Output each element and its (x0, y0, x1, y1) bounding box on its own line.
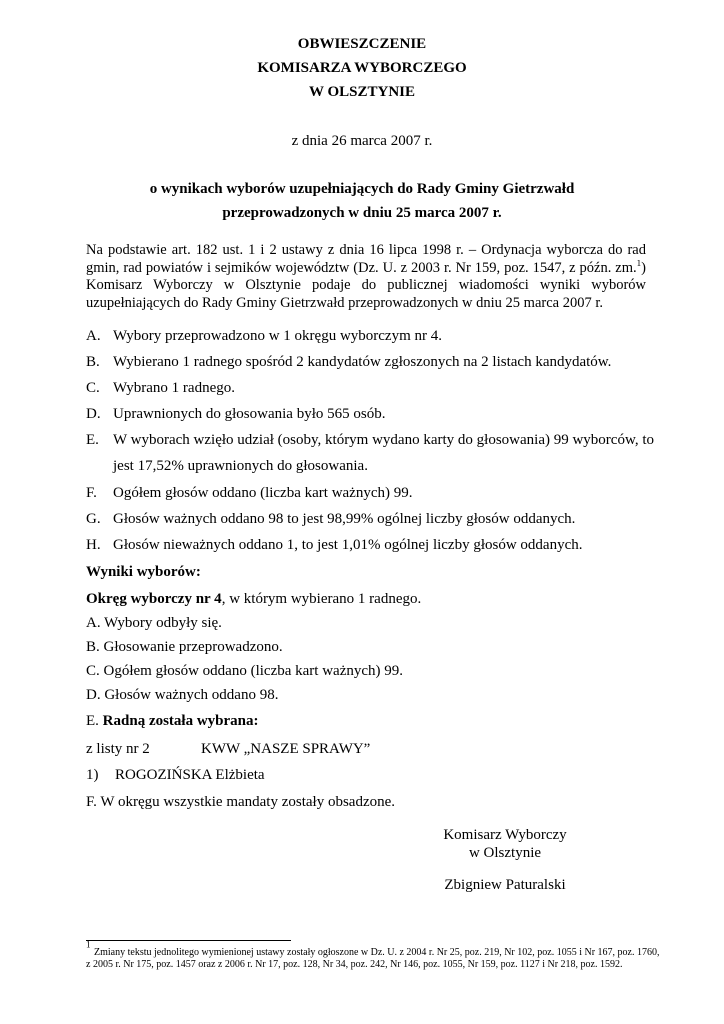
list-item-letter: F. (86, 485, 97, 501)
elected-name: ROGOZIŃSKA Elżbieta (115, 767, 265, 783)
list-item: W wyborach wzięło udział (osoby, którym wydano karty do głosowania) 99 wyborców, to (113, 432, 654, 448)
intro-text: gmin, rad powiatów i sejmików województw (Dz. U. z 2003 r. Nr 159, poz. 1547, z późn. zm. (86, 259, 637, 276)
results-heading: Wyniki wyborów: (86, 564, 201, 580)
footnote-mark: 1 (86, 939, 91, 950)
result-a: A. Wybory odbyły się. (86, 615, 222, 631)
title-line-2: KOMISARZA WYBORCZEGO (257, 60, 467, 76)
list-number: z listy nr 2 (86, 741, 150, 757)
list-item-letter: G. (86, 511, 101, 527)
intro-line: uzupełniających do Rady Gminy Gietrzwałd przeprowadzonych w dniu 25 marca 2007 r. (86, 294, 604, 311)
notice-date: z dnia 26 marca 2007 r. (291, 133, 433, 149)
list-item-letter: C. (86, 380, 100, 396)
list-item-letter: B. (86, 354, 100, 370)
title-line-1: OBWIESZCZENIE (297, 36, 427, 52)
list-item: Głosów ważnych oddano 98 to jest 98,99% ogólnej liczby głosów oddanych. (113, 511, 576, 527)
signature-name: Zbigniew Paturalski (444, 877, 566, 893)
list-item-letter: A. (86, 328, 101, 344)
footnote-line-2: z 2005 r. Nr 175, poz. 1457 oraz z 2006 r. Nr 17, poz. 128, Nr 34, poz. 242, Nr 146, poz. 1055, Nr 159, poz. 1127 i Nr 218, poz. 1592. (86, 959, 623, 970)
intro-text: ) (641, 259, 646, 276)
elected-number: 1) (86, 767, 99, 783)
signature-title: Komisarz Wyborczy (443, 827, 567, 843)
list-item: Wybierano 1 radnego spośród 2 kandydatów zgłoszonych na 2 listach kandydatów. (113, 354, 612, 370)
list-item: Głosów nieważnych oddano 1, to jest 1,01% ogólnej liczby głosów oddanych. (113, 537, 583, 553)
title-line-3: W OLSZTYNIE (308, 84, 415, 100)
list-item-letter: D. (86, 406, 101, 422)
list-committee-name: KWW „NASZE SPRAWY” (201, 741, 371, 757)
list-item-letter: E. (86, 432, 99, 448)
result-f: F. W okręgu wszystkie mandaty zostały obsadzone. (86, 794, 396, 810)
result-d: D. Głosów ważnych oddano 98. (86, 687, 279, 703)
list-item: Ogółem głosów oddano (liczba kart ważnych) 99. (113, 485, 413, 501)
subject-line-1: o wynikach wyborów uzupełniających do Rady Gminy Gietrzwałd (149, 181, 575, 197)
district-line (86, 590, 421, 608)
district-text: , w którym wybierano 1 radnego. (221, 591, 422, 607)
footnote-divider (86, 940, 291, 941)
list-item-letter: H. (86, 537, 101, 553)
result-e-prefix: E. (86, 713, 103, 729)
result-c: C. Ogółem głosów oddano (liczba kart ważnych) 99. (86, 663, 403, 679)
subject-line-2: przeprowadzonych w dniu 25 marca 2007 r. (222, 205, 502, 221)
result-b: B. Głosowanie przeprowadzono. (86, 639, 283, 655)
list-item: Wybory przeprowadzono w 1 okręgu wyborczym nr 4. (113, 328, 442, 344)
district-label: Okręg wyborczy nr 4 (86, 591, 222, 607)
intro-line: Na podstawie art. 182 ust. 1 i 2 ustawy z dnia 16 lipca 1998 r. – Ordynacja wyborcza do rad (86, 242, 646, 258)
intro-line: Komisarz Wyborczy w Olsztynie podaje do publicznej wiadomości wyniki wyborów (86, 277, 646, 293)
signature-location: w Olsztynie (468, 845, 542, 861)
elected-heading: Radną została wybrana: (102, 713, 259, 729)
footnote-line-1: Zmiany tekstu jednolitego wymienionej ustawy zostały ogłoszone w Dz. U. z 2004 r. Nr 25, poz. 219, Nr 102, poz. 1055 i Nr 167, poz. 1760, (94, 947, 660, 958)
intro-paragraph (86, 242, 646, 312)
intro-line (86, 260, 646, 278)
list-item: Wybrano 1 radnego. (113, 380, 235, 396)
footnote-ref: 1 (636, 259, 642, 268)
result-e (86, 712, 259, 730)
list-item: Uprawnionych do głosowania było 565 osób. (113, 406, 386, 422)
list-item-continuation: jest 17,52% uprawnionych do głosowania. (113, 458, 368, 474)
